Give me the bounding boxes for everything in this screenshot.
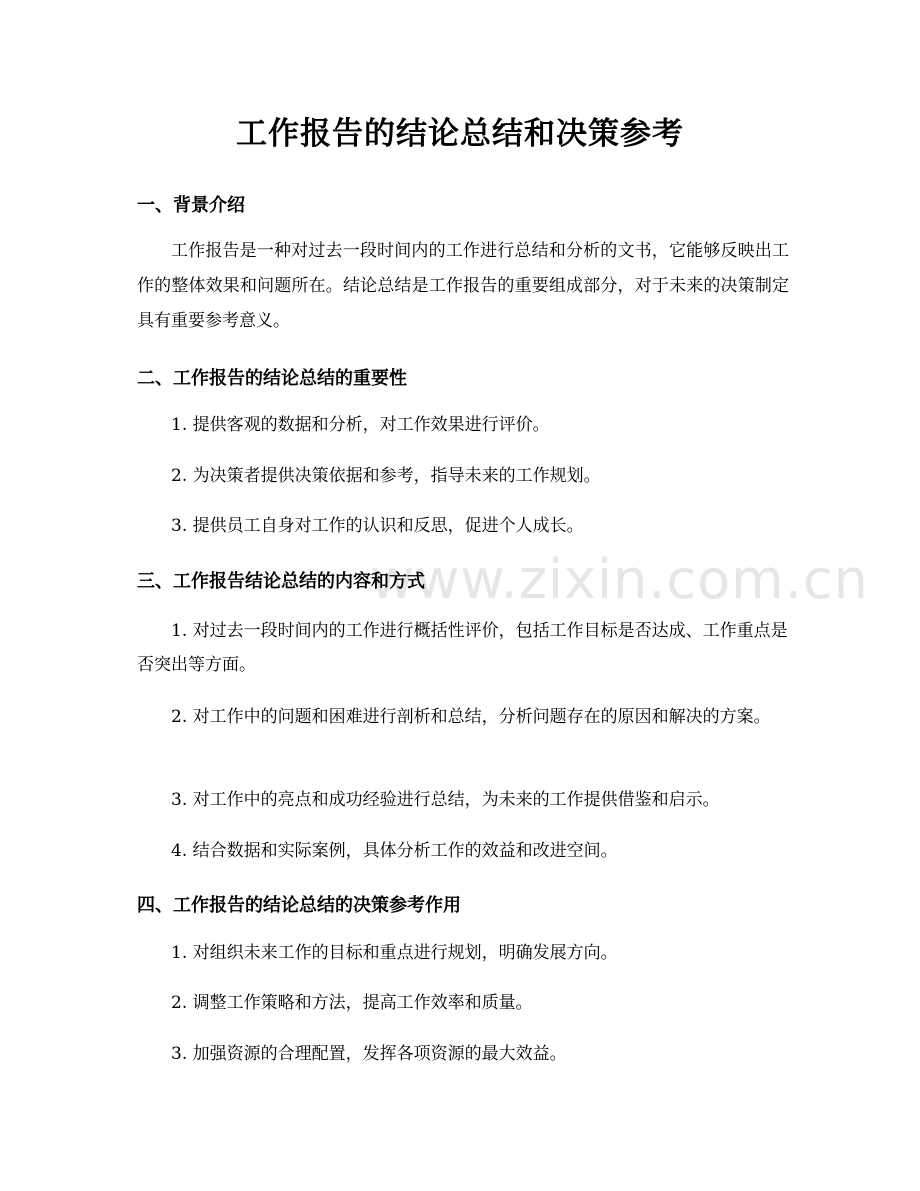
list-item: 3. 提供员工自身对工作的认识和反思，促进个人成长。 — [171, 516, 584, 536]
section-heading-2: 二、工作报告的结论总结的重要性 — [137, 368, 407, 389]
document-title: 工作报告的结论总结和决策参考 — [236, 116, 684, 152]
list-item: 1. 对组织未来工作的目标和重点进行规划，明确发展方向。 — [171, 943, 618, 963]
section-heading-1: 一、背景介绍 — [137, 195, 245, 216]
list-item: 2. 调整工作策略和方法，提高工作效率和质量。 — [171, 993, 533, 1013]
list-item: 3. 加强资源的合理配置，发挥各项资源的最大效益。 — [171, 1044, 567, 1064]
list-item: 4. 结合数据和实际案例，具体分析工作的效益和改进空间。 — [171, 841, 618, 861]
list-item: 2. 对工作中的问题和困难进行剖析和总结，分析问题存在的原因和解决的方案。 — [171, 707, 771, 727]
list-item: 1. 对过去一段时间内的工作进行概括性评价，包括工作目标是否达成、工作重点是否突出等方面。 — [137, 621, 788, 675]
watermark: www.zixin.com.cn — [370, 548, 869, 611]
list-item: 3. 对工作中的亮点和成功经验进行总结，为未来的工作提供借鉴和启示。 — [171, 790, 720, 810]
section-paragraph-1: 工作报告是一种对过去一段时间内的工作进行总结和分析的文书，它能够反映出工作的整体效果和问题所在。结论总结是工作报告的重要组成部分，对于未来的决策制定具有重要参考意义。 — [137, 241, 789, 331]
list-item: 1. 提供客观的数据和分析，对工作效果进行评价。 — [171, 415, 550, 435]
section-heading-4: 四、工作报告的结论总结的决策参考作用 — [137, 895, 461, 916]
section-heading-3: 三、工作报告结论总结的内容和方式 — [137, 571, 425, 592]
list-item: 2. 为决策者提供决策依据和参考，指导未来的工作规划。 — [171, 466, 601, 486]
